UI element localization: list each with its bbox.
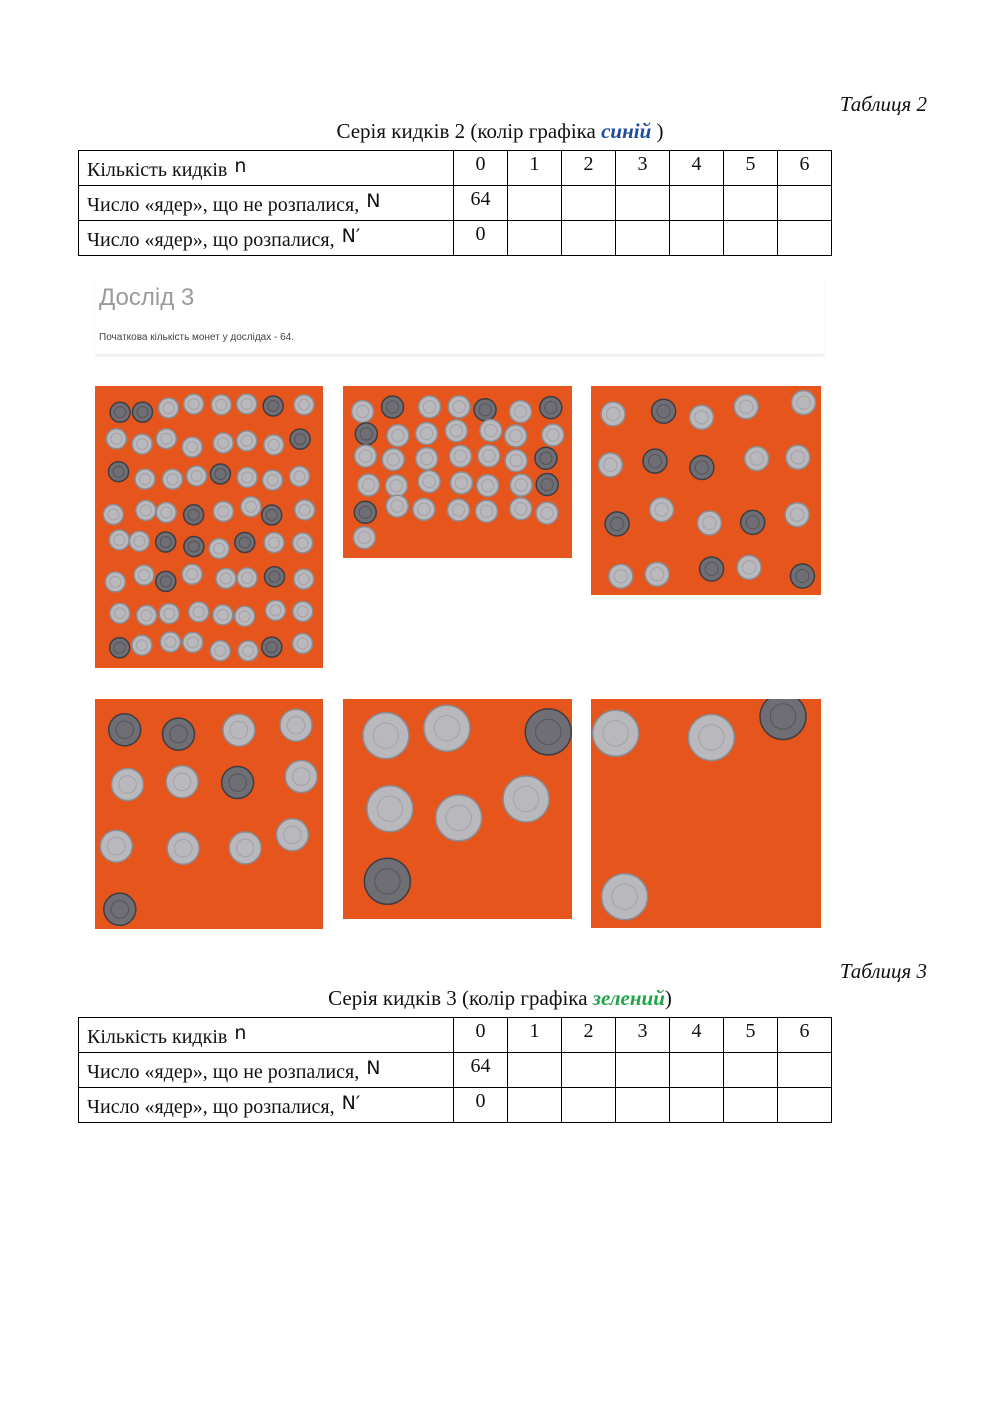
coin <box>353 527 375 549</box>
coin <box>133 402 153 422</box>
table-cell[interactable] <box>562 1088 616 1123</box>
coin <box>448 396 470 418</box>
coin <box>477 475 499 497</box>
coin <box>525 709 571 755</box>
table2-title-suffix: ) <box>651 119 664 143</box>
row-label-text: Число «ядер», що не розпалися, <box>87 193 360 216</box>
coin <box>593 710 639 756</box>
table-cell[interactable] <box>778 1053 832 1088</box>
table-cell[interactable] <box>508 1088 562 1123</box>
photo-throw-1 <box>343 386 572 558</box>
coin <box>105 572 125 592</box>
coin <box>280 709 312 741</box>
coin <box>109 530 129 550</box>
table-row-label <box>79 1018 454 1053</box>
table-cell[interactable] <box>508 221 562 256</box>
coin <box>601 402 625 426</box>
row-symbol: n <box>234 154 247 177</box>
table-cell[interactable] <box>670 1088 724 1123</box>
coin <box>156 571 176 591</box>
coin <box>237 568 257 588</box>
coin <box>210 641 230 661</box>
coins-illustration <box>343 386 572 558</box>
coin <box>294 395 314 415</box>
coin <box>650 498 674 522</box>
table-cell[interactable] <box>616 1088 670 1123</box>
coin <box>213 605 233 625</box>
table3-title-prefix: Серія кидків 3 (колір графіка <box>328 986 593 1010</box>
coin <box>354 501 376 523</box>
coin <box>382 396 404 418</box>
table2-caption: Таблиця 2 <box>839 92 927 116</box>
experiment-subtitle: Початкова кількість монет у дослідах - 64. <box>99 332 295 343</box>
table-row-label <box>79 151 454 186</box>
coin <box>476 500 498 522</box>
table2-title-prefix: Серія кидків 2 (колір графіка <box>336 119 602 143</box>
coin <box>109 714 141 746</box>
coin <box>535 447 557 469</box>
table-cell[interactable]: 0 <box>454 221 508 256</box>
coin <box>265 567 285 587</box>
coin <box>785 503 809 527</box>
coin <box>294 569 314 589</box>
coin <box>450 472 472 494</box>
coin <box>187 466 207 486</box>
table-row-label <box>79 1053 454 1088</box>
coin <box>183 632 203 652</box>
table-cell[interactable] <box>562 186 616 221</box>
coin <box>103 505 123 525</box>
coin <box>445 420 467 442</box>
table-cell[interactable]: 1 <box>508 1018 562 1053</box>
coin <box>210 464 230 484</box>
table-cell[interactable]: 6 <box>778 1018 832 1053</box>
coin <box>416 448 438 470</box>
coin <box>266 600 286 620</box>
table-cell[interactable]: 64 <box>454 186 508 221</box>
coin <box>786 445 810 469</box>
table-cell[interactable]: 4 <box>670 1018 724 1053</box>
coin <box>156 532 176 552</box>
coin <box>189 602 209 622</box>
photo-throw-2 <box>591 386 821 595</box>
table-row-label <box>79 221 454 256</box>
coin <box>510 474 532 496</box>
table-cell[interactable]: 4 <box>670 151 724 186</box>
coin <box>540 397 562 419</box>
row-label-text: Число «ядер», що розпалися, <box>87 228 335 251</box>
coin <box>264 435 284 455</box>
coin <box>645 562 669 586</box>
coin <box>293 533 313 553</box>
table3-title-suffix: ) <box>664 986 672 1010</box>
coin <box>480 420 502 442</box>
coin <box>510 498 532 520</box>
coin <box>367 786 413 832</box>
coin <box>229 832 261 864</box>
table-row <box>79 151 832 186</box>
coin <box>690 456 714 480</box>
table-cell[interactable]: 1 <box>508 151 562 186</box>
table-cell[interactable]: 3 <box>616 151 670 186</box>
table-cell[interactable]: 2 <box>562 1018 616 1053</box>
table-cell[interactable] <box>508 186 562 221</box>
table-cell[interactable] <box>562 1053 616 1088</box>
coin <box>109 462 129 482</box>
coin <box>166 766 198 798</box>
coin <box>237 394 257 414</box>
coin <box>182 564 202 584</box>
coin <box>263 396 283 416</box>
coin <box>237 431 257 451</box>
coin <box>416 423 438 445</box>
coin <box>413 498 435 520</box>
coin <box>609 564 633 588</box>
coin <box>741 510 765 534</box>
coin <box>156 429 176 449</box>
table-cell[interactable] <box>616 186 670 221</box>
coin <box>436 795 482 841</box>
coin <box>352 401 374 423</box>
coin <box>505 450 527 472</box>
coin <box>110 402 130 422</box>
table-row-label <box>79 186 454 221</box>
table-row <box>79 186 832 221</box>
coin <box>137 605 157 625</box>
table2-title-color-word: синій <box>601 119 652 143</box>
table-cell[interactable] <box>778 221 832 256</box>
table3-caption: Таблиця 3 <box>839 959 927 983</box>
coin <box>385 475 407 497</box>
coin <box>285 761 317 793</box>
coin <box>262 637 282 657</box>
coin <box>104 893 136 925</box>
coin <box>163 469 183 489</box>
row-symbol: N′ <box>341 224 361 247</box>
table-cell[interactable] <box>724 1053 778 1088</box>
coin <box>293 634 313 654</box>
table-row <box>79 1088 832 1123</box>
coin <box>237 467 257 487</box>
coin <box>238 641 258 661</box>
coin <box>424 705 470 751</box>
coin <box>536 474 558 496</box>
row-label-text: Число «ядер», що не розпалися, <box>87 1060 360 1083</box>
table-row <box>79 1018 832 1053</box>
coin <box>235 533 255 553</box>
coin <box>223 714 255 746</box>
coin <box>382 449 404 471</box>
table-row <box>79 221 832 256</box>
coin <box>156 503 176 523</box>
coin <box>386 495 408 517</box>
table-cell[interactable]: 6 <box>778 151 832 186</box>
table-cell[interactable]: 0 <box>454 151 508 186</box>
coin <box>419 396 441 418</box>
table-cell[interactable] <box>778 186 832 221</box>
coin <box>262 505 282 525</box>
table-row <box>79 1053 832 1088</box>
coin <box>652 399 676 423</box>
coin <box>290 429 310 449</box>
coin <box>263 470 283 490</box>
coin <box>163 718 195 750</box>
coin <box>293 602 313 622</box>
experiment-title: Дослід 3 <box>99 284 195 311</box>
coins-illustration <box>343 699 572 919</box>
coin <box>605 512 629 536</box>
coin <box>290 466 310 486</box>
coin <box>598 453 622 477</box>
coin <box>358 474 380 496</box>
coin <box>542 424 564 446</box>
coin <box>790 564 814 588</box>
coin <box>295 500 315 520</box>
coin <box>135 469 155 489</box>
coin <box>209 539 229 559</box>
coin <box>264 533 284 553</box>
coin <box>745 447 769 471</box>
experiment-header <box>95 280 824 355</box>
coin <box>448 499 470 521</box>
photo-throw-3 <box>95 699 323 929</box>
row-label-text: Кількість кидків <box>87 158 228 181</box>
coin <box>355 423 377 445</box>
coins-illustration <box>95 699 323 929</box>
coin <box>184 394 204 414</box>
photo-throw-5 <box>591 699 821 928</box>
table-cell[interactable]: 0 <box>454 1018 508 1053</box>
coin <box>697 511 721 535</box>
table-cell[interactable]: 5 <box>724 1018 778 1053</box>
table-cell[interactable]: 0 <box>454 1088 508 1123</box>
coin <box>737 555 761 579</box>
coin <box>602 874 648 920</box>
coin <box>760 699 806 740</box>
coin <box>136 500 156 520</box>
coin <box>160 632 180 652</box>
coin <box>216 569 236 589</box>
table-cell[interactable] <box>562 221 616 256</box>
row-label-text: Кількість кидків <box>87 1025 228 1048</box>
coin <box>510 401 532 423</box>
table-cell[interactable] <box>670 1053 724 1088</box>
row-symbol: N <box>366 1056 381 1079</box>
row-symbol: n <box>234 1021 247 1044</box>
row-symbol: N′ <box>341 1091 361 1114</box>
table3 <box>78 1017 832 1123</box>
coin <box>129 531 149 551</box>
coin <box>112 769 144 801</box>
coins-illustration <box>591 699 821 928</box>
coin <box>690 405 714 429</box>
coin <box>132 434 152 454</box>
coin <box>276 819 308 851</box>
coin <box>213 433 233 453</box>
table-cell[interactable] <box>724 186 778 221</box>
table2 <box>78 150 832 256</box>
coin <box>182 437 202 457</box>
coin <box>241 497 261 517</box>
coin <box>134 565 154 585</box>
table-cell[interactable] <box>670 186 724 221</box>
coin <box>222 767 254 799</box>
coin <box>363 713 409 759</box>
coin <box>688 715 734 761</box>
coins-illustration <box>591 386 821 595</box>
coin <box>418 471 440 493</box>
row-symbol: N <box>366 189 381 212</box>
coins-illustration <box>95 386 323 668</box>
coin <box>387 425 409 447</box>
coin <box>167 832 199 864</box>
coin <box>213 502 233 522</box>
coin <box>159 604 179 624</box>
table3-title <box>0 986 1000 1011</box>
coin <box>474 399 496 421</box>
coin <box>184 537 204 557</box>
coin <box>159 398 179 418</box>
coin <box>106 429 126 449</box>
coin <box>211 395 231 415</box>
table-row-label <box>79 1088 454 1123</box>
table-cell[interactable] <box>724 221 778 256</box>
coin <box>734 395 758 419</box>
table-cell[interactable]: 2 <box>562 151 616 186</box>
coin <box>184 505 204 525</box>
photo-throw-0 <box>95 386 323 668</box>
row-label-text: Число «ядер», що розпалися, <box>87 1095 335 1118</box>
coin <box>110 603 130 623</box>
table-cell[interactable] <box>508 1053 562 1088</box>
table-cell[interactable] <box>724 1088 778 1123</box>
table-cell[interactable]: 5 <box>724 151 778 186</box>
coin <box>100 830 132 862</box>
coin <box>700 557 724 581</box>
coin <box>355 445 377 467</box>
coin <box>110 638 130 658</box>
table-cell[interactable] <box>670 221 724 256</box>
coin <box>449 445 471 467</box>
coin <box>132 635 152 655</box>
coin <box>478 445 500 467</box>
table-cell[interactable] <box>778 1088 832 1123</box>
coin <box>792 391 816 415</box>
table-cell[interactable]: 3 <box>616 1018 670 1053</box>
table2-title <box>0 119 1000 144</box>
coin <box>505 425 527 447</box>
coin <box>503 776 549 822</box>
table-cell[interactable]: 64 <box>454 1053 508 1088</box>
coin <box>235 606 255 626</box>
coin <box>536 502 558 524</box>
coin <box>364 858 410 904</box>
table3-title-color-word: зелений <box>592 986 665 1010</box>
table-cell[interactable] <box>616 1053 670 1088</box>
coin <box>643 449 667 473</box>
table-cell[interactable] <box>616 221 670 256</box>
photo-throw-4 <box>343 699 572 919</box>
